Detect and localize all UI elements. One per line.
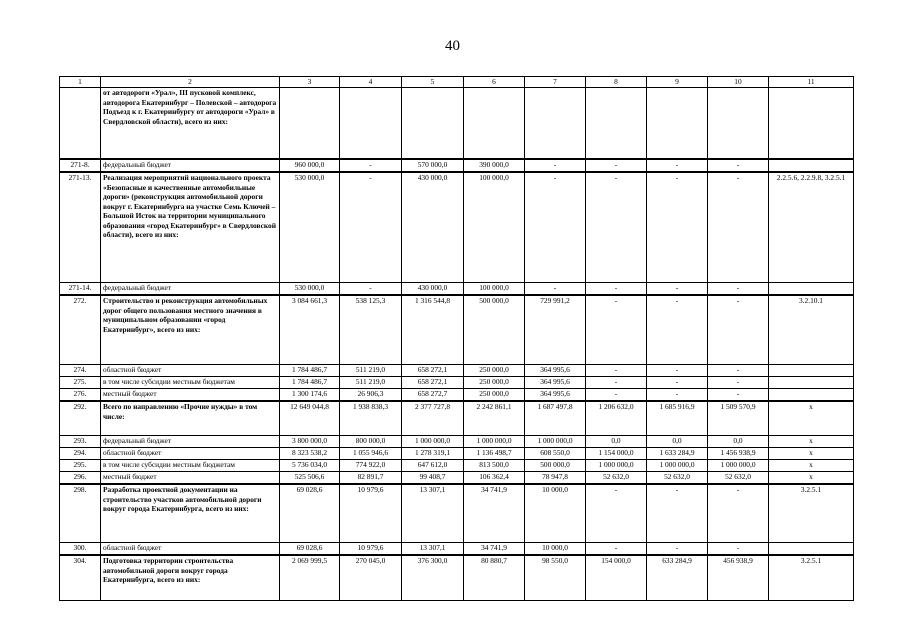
column-header: 2 xyxy=(101,77,280,88)
row-number-cell: 300. xyxy=(60,543,101,556)
year-5-cell: - xyxy=(586,172,647,283)
year-7-cell: - xyxy=(708,172,769,283)
year-7-cell: - xyxy=(708,543,769,556)
target-indicator-cell xyxy=(769,543,854,556)
column-header: 4 xyxy=(340,77,402,88)
year-3-cell: 1 136 498,7 xyxy=(464,448,525,460)
year-4-cell: 364 995,6 xyxy=(525,365,586,377)
row-number-cell: 298. xyxy=(60,484,101,543)
column-header: 9 xyxy=(647,77,708,88)
target-indicator-cell: 3.2.5.1 xyxy=(769,555,854,601)
column-header: 6 xyxy=(464,77,525,88)
year-2-cell: 13 307,1 xyxy=(402,543,464,556)
year-3-cell: 250 000,0 xyxy=(464,377,525,389)
total-cell: 69 028,6 xyxy=(280,484,340,543)
year-3-cell: 250 000,0 xyxy=(464,365,525,377)
year-6-cell: - xyxy=(647,365,708,377)
table-row xyxy=(60,159,854,172)
table-row xyxy=(60,543,854,556)
year-5-cell: - xyxy=(586,543,647,556)
year-1-cell: 82 891,7 xyxy=(340,472,402,485)
year-6-cell: 0,0 xyxy=(647,436,708,448)
total-cell: 5 736 034,0 xyxy=(280,460,340,472)
column-header: 5 xyxy=(402,77,464,88)
description-cell: Строительство и реконструкция автомобильных дорог общего пользования местного значения в муниципальном образовании «город Екатеринбург», всего из них: xyxy=(101,295,280,365)
year-7-cell: 1 456 938,9 xyxy=(708,448,769,460)
year-3-cell: 34 741,9 xyxy=(464,543,525,556)
year-5-cell: - xyxy=(586,283,647,296)
year-7-cell: 1 000 000,0 xyxy=(708,460,769,472)
row-number-cell: 296. xyxy=(60,472,101,485)
year-6-cell: - xyxy=(647,543,708,556)
year-3-cell: 500 000,0 xyxy=(464,295,525,365)
year-7-cell: - xyxy=(708,159,769,172)
year-1-cell: 26 906,3 xyxy=(340,389,402,402)
year-3-cell: 100 000,0 xyxy=(464,283,525,296)
year-1-cell: 774 922,0 xyxy=(340,460,402,472)
column-number-row xyxy=(60,77,854,88)
table-row xyxy=(60,555,854,601)
page-number: 40 xyxy=(445,38,460,54)
year-3-cell: 2 242 861,1 xyxy=(464,401,525,436)
year-5-cell xyxy=(586,88,647,160)
year-5-cell: - xyxy=(586,295,647,365)
year-6-cell: 1 685 916,9 xyxy=(647,401,708,436)
year-2-cell: 2 377 727,8 xyxy=(402,401,464,436)
year-2-cell: 1 278 319,1 xyxy=(402,448,464,460)
year-7-cell: - xyxy=(708,295,769,365)
year-7-cell: - xyxy=(708,377,769,389)
year-6-cell: - xyxy=(647,295,708,365)
year-4-cell: 364 995,6 xyxy=(525,377,586,389)
year-2-cell: 658 272,1 xyxy=(402,365,464,377)
target-indicator-cell: 2.2.5.6, 2.2.9.8, 3.2.5.1 xyxy=(769,172,854,283)
target-indicator-cell: 3.2.5.1 xyxy=(769,484,854,543)
table-row xyxy=(60,448,854,460)
year-2-cell: 570 000,0 xyxy=(402,159,464,172)
year-1-cell: 538 125,3 xyxy=(340,295,402,365)
table-row xyxy=(60,295,854,365)
year-4-cell: 500 000,0 xyxy=(525,460,586,472)
year-6-cell: 1 633 284,9 xyxy=(647,448,708,460)
year-3-cell: 250 000,0 xyxy=(464,389,525,402)
year-4-cell: 1 000 000,0 xyxy=(525,436,586,448)
description-cell: Разработка проектной документации на строительство участков автомобильной дороги вокруг города Екатеринбурга, всего из них: xyxy=(101,484,280,543)
year-1-cell: 511 219,0 xyxy=(340,365,402,377)
year-4-cell: - xyxy=(525,172,586,283)
year-2-cell: 1 000 000,0 xyxy=(402,436,464,448)
year-6-cell: - xyxy=(647,283,708,296)
description-cell: Подготовка территории строительства автомобильной дороги вокруг города Екатеринбурга, всего из них: xyxy=(101,555,280,601)
year-2-cell: 430 000,0 xyxy=(402,172,464,283)
year-6-cell: - xyxy=(647,389,708,402)
description-cell: местный бюджет xyxy=(101,389,280,402)
year-1-cell: 10 979,6 xyxy=(340,484,402,543)
year-4-cell: 608 550,0 xyxy=(525,448,586,460)
year-2-cell: 1 316 544,8 xyxy=(402,295,464,365)
year-5-cell: 1 154 000,0 xyxy=(586,448,647,460)
year-6-cell xyxy=(647,88,708,160)
year-2-cell xyxy=(402,88,464,160)
year-6-cell: - xyxy=(647,484,708,543)
description-cell: от автодороги «Урал», III пусковой комплекс, автодорога Екатеринбург – Полевской – автодорога Подъезд к г. Екатеринбургу от автодороги «Урал» в Свердловской области), всего из них: xyxy=(101,88,280,160)
year-5-cell: 1 000 000,0 xyxy=(586,460,647,472)
year-2-cell: 13 307,1 xyxy=(402,484,464,543)
table-row xyxy=(60,88,854,160)
year-3-cell xyxy=(464,88,525,160)
total-cell: 1 300 174,6 xyxy=(280,389,340,402)
description-cell: местный бюджет xyxy=(101,472,280,485)
table-row xyxy=(60,472,854,485)
total-cell: 3 800 000,0 xyxy=(280,436,340,448)
target-indicator-cell: 3.2.10.1 xyxy=(769,295,854,365)
table-row xyxy=(60,283,854,296)
target-indicator-cell xyxy=(769,283,854,296)
total-cell: 69 028,6 xyxy=(280,543,340,556)
year-4-cell: 729 991,2 xyxy=(525,295,586,365)
year-2-cell: 99 408,7 xyxy=(402,472,464,485)
target-indicator-cell: х xyxy=(769,401,854,436)
description-cell: областной бюджет xyxy=(101,448,280,460)
year-1-cell: 10 979,6 xyxy=(340,543,402,556)
total-cell: 1 784 486,7 xyxy=(280,377,340,389)
table-row xyxy=(60,172,854,283)
description-cell: федеральный бюджет xyxy=(101,159,280,172)
year-4-cell: - xyxy=(525,283,586,296)
table-row xyxy=(60,484,854,543)
year-5-cell: - xyxy=(586,377,647,389)
target-indicator-cell: х xyxy=(769,436,854,448)
year-3-cell: 106 362,4 xyxy=(464,472,525,485)
year-1-cell xyxy=(340,88,402,160)
year-2-cell: 658 272,7 xyxy=(402,389,464,402)
row-number-cell: 292. xyxy=(60,401,101,436)
row-number-cell: 276. xyxy=(60,389,101,402)
table-body xyxy=(60,77,854,601)
total-cell: 8 323 538,2 xyxy=(280,448,340,460)
year-3-cell: 100 000,0 xyxy=(464,172,525,283)
year-4-cell: 78 947,8 xyxy=(525,472,586,485)
row-number-cell: 295. xyxy=(60,460,101,472)
description-cell: областной бюджет xyxy=(101,365,280,377)
year-3-cell: 1 000 000,0 xyxy=(464,436,525,448)
total-cell: 525 506,6 xyxy=(280,472,340,485)
target-indicator-cell xyxy=(769,365,854,377)
year-2-cell: 658 272,1 xyxy=(402,377,464,389)
target-indicator-cell: х xyxy=(769,448,854,460)
row-number-cell: 275. xyxy=(60,377,101,389)
year-5-cell: - xyxy=(586,159,647,172)
year-1-cell: - xyxy=(340,159,402,172)
year-4-cell: 98 550,0 xyxy=(525,555,586,601)
description-cell: областной бюджет xyxy=(101,543,280,556)
year-6-cell: 52 632,0 xyxy=(647,472,708,485)
row-number-cell: 274. xyxy=(60,365,101,377)
year-4-cell: 364 995,6 xyxy=(525,389,586,402)
year-7-cell xyxy=(708,88,769,160)
table-row xyxy=(60,377,854,389)
year-5-cell: - xyxy=(586,389,647,402)
year-2-cell: 376 300,0 xyxy=(402,555,464,601)
year-4-cell: 10 000,0 xyxy=(525,543,586,556)
total-cell: 1 784 486,7 xyxy=(280,365,340,377)
year-4-cell: - xyxy=(525,159,586,172)
year-3-cell: 390 000,0 xyxy=(464,159,525,172)
column-header: 1 xyxy=(60,77,101,88)
year-6-cell: 1 000 000,0 xyxy=(647,460,708,472)
table-row xyxy=(60,436,854,448)
column-header: 8 xyxy=(586,77,647,88)
row-number-cell: 294. xyxy=(60,448,101,460)
description-cell: Реализация мероприятий национального проекта «Безопасные и качественные автомобильные дороги» (реконструкция автомобильной дороги вокруг г. Екатеринбурга на участке Семь Ключей – Большой Исток на территории муниципального образования «город Екатеринбург» в Свердловской области), всего из них: xyxy=(101,172,280,283)
total-cell: 530 000,0 xyxy=(280,172,340,283)
year-4-cell: 10 000,0 xyxy=(525,484,586,543)
row-number-cell: 293. xyxy=(60,436,101,448)
year-3-cell: 34 741,9 xyxy=(464,484,525,543)
target-indicator-cell xyxy=(769,88,854,160)
target-indicator-cell xyxy=(769,159,854,172)
year-3-cell: 80 880,7 xyxy=(464,555,525,601)
total-cell: 530 000,0 xyxy=(280,283,340,296)
column-header: 3 xyxy=(280,77,340,88)
total-cell: 2 069 999,5 xyxy=(280,555,340,601)
year-6-cell: - xyxy=(647,172,708,283)
year-1-cell: 1 055 946,6 xyxy=(340,448,402,460)
row-number-cell xyxy=(60,88,101,160)
year-1-cell: 1 938 838,3 xyxy=(340,401,402,436)
year-1-cell: 511 219,0 xyxy=(340,377,402,389)
row-number-cell: 271-13. xyxy=(60,172,101,283)
year-7-cell: 456 938,9 xyxy=(708,555,769,601)
year-1-cell: - xyxy=(340,283,402,296)
total-cell xyxy=(280,88,340,160)
year-5-cell: 52 632,0 xyxy=(586,472,647,485)
target-indicator-cell xyxy=(769,377,854,389)
year-7-cell: 0,0 xyxy=(708,436,769,448)
column-header: 10 xyxy=(708,77,769,88)
table-row xyxy=(60,460,854,472)
year-4-cell: 1 687 497,8 xyxy=(525,401,586,436)
target-indicator-cell: х xyxy=(769,460,854,472)
year-4-cell xyxy=(525,88,586,160)
year-6-cell: - xyxy=(647,159,708,172)
description-cell: в том числе субсидии местным бюджетам xyxy=(101,377,280,389)
target-indicator-cell xyxy=(769,389,854,402)
year-1-cell: - xyxy=(340,172,402,283)
row-number-cell: 271-8. xyxy=(60,159,101,172)
year-2-cell: 647 612,0 xyxy=(402,460,464,472)
total-cell: 12 649 044,8 xyxy=(280,401,340,436)
description-cell: федеральный бюджет xyxy=(101,283,280,296)
year-5-cell: 1 206 632,0 xyxy=(586,401,647,436)
year-7-cell: 52 632,0 xyxy=(708,472,769,485)
column-header: 7 xyxy=(525,77,586,88)
year-7-cell: - xyxy=(708,484,769,543)
year-7-cell: - xyxy=(708,365,769,377)
table-row xyxy=(60,401,854,436)
row-number-cell: 271-14. xyxy=(60,283,101,296)
year-5-cell: - xyxy=(586,484,647,543)
table-row xyxy=(60,365,854,377)
year-6-cell: 633 284,9 xyxy=(647,555,708,601)
description-cell: Всего по направлению «Прочие нужды» в том числе: xyxy=(101,401,280,436)
year-1-cell: 800 000,0 xyxy=(340,436,402,448)
year-6-cell: - xyxy=(647,377,708,389)
row-number-cell: 304. xyxy=(60,555,101,601)
budget-table xyxy=(59,76,854,601)
year-7-cell: 1 509 570,9 xyxy=(708,401,769,436)
year-7-cell: - xyxy=(708,283,769,296)
table-row xyxy=(60,389,854,402)
total-cell: 960 000,0 xyxy=(280,159,340,172)
description-cell: федеральный бюджет xyxy=(101,436,280,448)
year-5-cell: 154 000,0 xyxy=(586,555,647,601)
column-header: 11 xyxy=(769,77,854,88)
year-7-cell: - xyxy=(708,389,769,402)
description-cell: в том числе субсидии местным бюджетам xyxy=(101,460,280,472)
target-indicator-cell: х xyxy=(769,472,854,485)
year-5-cell: - xyxy=(586,365,647,377)
total-cell: 3 084 661,3 xyxy=(280,295,340,365)
year-1-cell: 270 045,0 xyxy=(340,555,402,601)
year-2-cell: 430 000,0 xyxy=(402,283,464,296)
year-5-cell: 0,0 xyxy=(586,436,647,448)
row-number-cell: 272. xyxy=(60,295,101,365)
year-3-cell: 813 500,0 xyxy=(464,460,525,472)
